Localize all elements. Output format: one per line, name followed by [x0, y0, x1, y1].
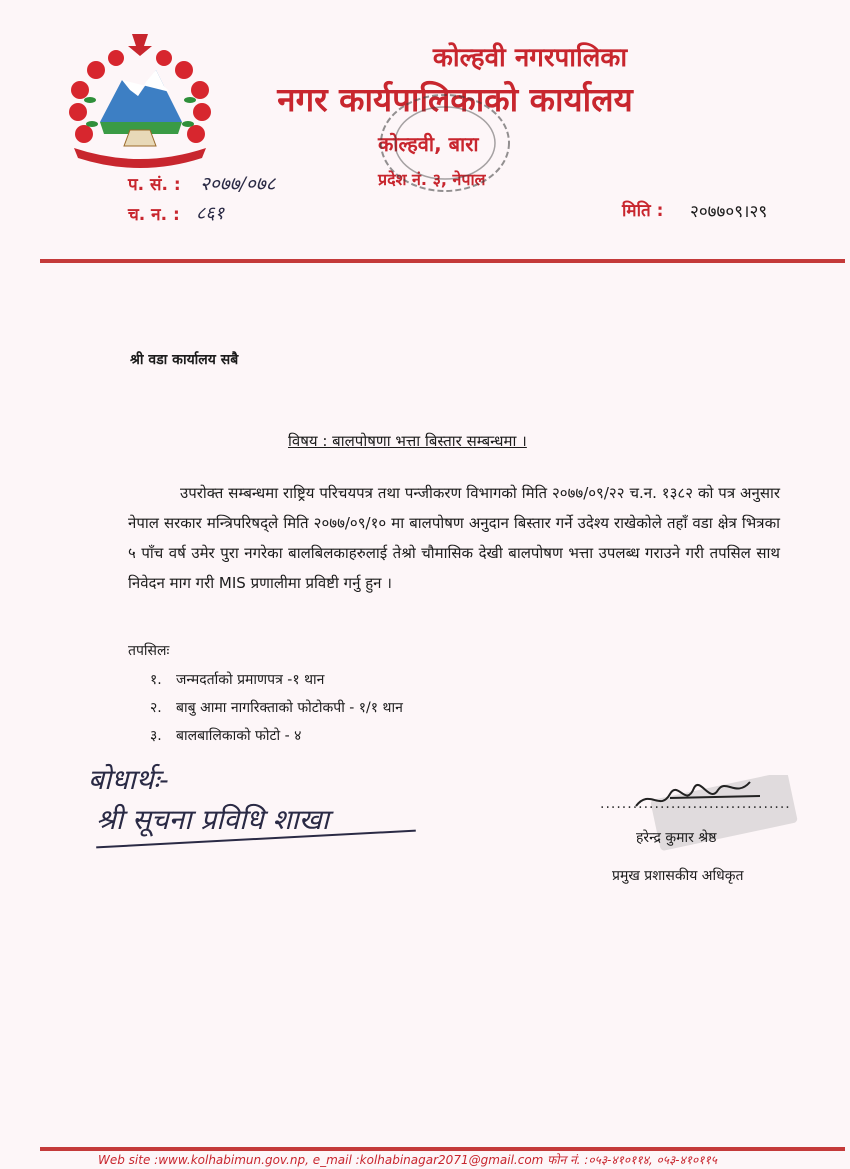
province-line: प्रदेश नं. ३, नेपाल — [378, 170, 486, 189]
ref-number-value: २०७७/०७८ — [200, 173, 276, 195]
signature-line: ................................... — [600, 796, 791, 812]
annex-heading: तपसिलः — [128, 643, 170, 659]
subject-line: विषय : बालपोषणा भत्ता बिस्तार सम्बन्धमा । — [288, 432, 527, 450]
municipality-name: कोल्हवी नगरपालिका — [432, 43, 628, 73]
recipient-line: श्री वडा कार्यालय सबै — [130, 352, 239, 368]
nepal-emblem-icon — [60, 30, 220, 170]
office-name: नगर कार्यपालिकाको कार्यालय — [277, 80, 633, 119]
ref-number-label: प. सं. : — [128, 175, 181, 195]
signer-title: प्रमुख प्रशासकीय अधिकृत — [612, 868, 744, 884]
place-name: कोल्हवी, बारा — [378, 132, 479, 156]
date-label: मिति : — [622, 201, 664, 221]
dispatch-number-value: ८६१ — [196, 203, 225, 224]
list-item: ३. बालबालिकाको फोटो - ४ — [150, 728, 302, 744]
handwritten-note-title: बोधार्थः- — [88, 763, 169, 796]
handwritten-note-text: श्री सूचना प्रविधि शाखा — [96, 803, 329, 836]
date-value: २०७७०९।२९ — [690, 202, 768, 222]
list-item: १. जन्मदर्ताको प्रमाणपत्र -१ थान — [150, 672, 325, 688]
round-seal-icon — [375, 88, 515, 198]
list-item: २. बाबु आमा नागरिक्ताको फोटोकपी - १/१ थान — [150, 700, 403, 716]
header-divider — [40, 259, 845, 263]
body-paragraph: उपरोक्त सम्बन्धमा राष्ट्रिय परिचयपत्र तथा पन्जीकरण विभागको मिति २०७७/०९/२२ च.न. १३८२ को पत्र अनुसार नेपाल सरकार मन्त्रिपरिषद्ले मिति २०७७/०९/१० मा बालपोषण अनुदान बिस्तार गर्ने उदेश्य राखेकोले तहाँ वडा क्षेत्र भित्रका ५ पाँच वर्ष उमेर पुरा नगरेका बालबिलकाहरुलाई तेश्रो चौमासिक देखी बालपोषण भत्ता उपलब्ध गराउने गरी तपसिल साथ निवेदन माग गरी MIS प्रणालीमा प्रविष्टी गर्नु हुन । — [128, 484, 780, 592]
footer-contact: Web site :www.kolhabimun.gov.np, e_mail :kolhabinagar2071@gmail.com फोन नं. :०५३-४१०११४, ०५३-४१०११५ — [98, 1153, 717, 1167]
annex-list — [150, 666, 403, 750]
signer-name: हरेन्द्र कुमार श्रेष्ठ — [636, 830, 717, 846]
dispatch-number-label: च. न. : — [128, 205, 180, 225]
